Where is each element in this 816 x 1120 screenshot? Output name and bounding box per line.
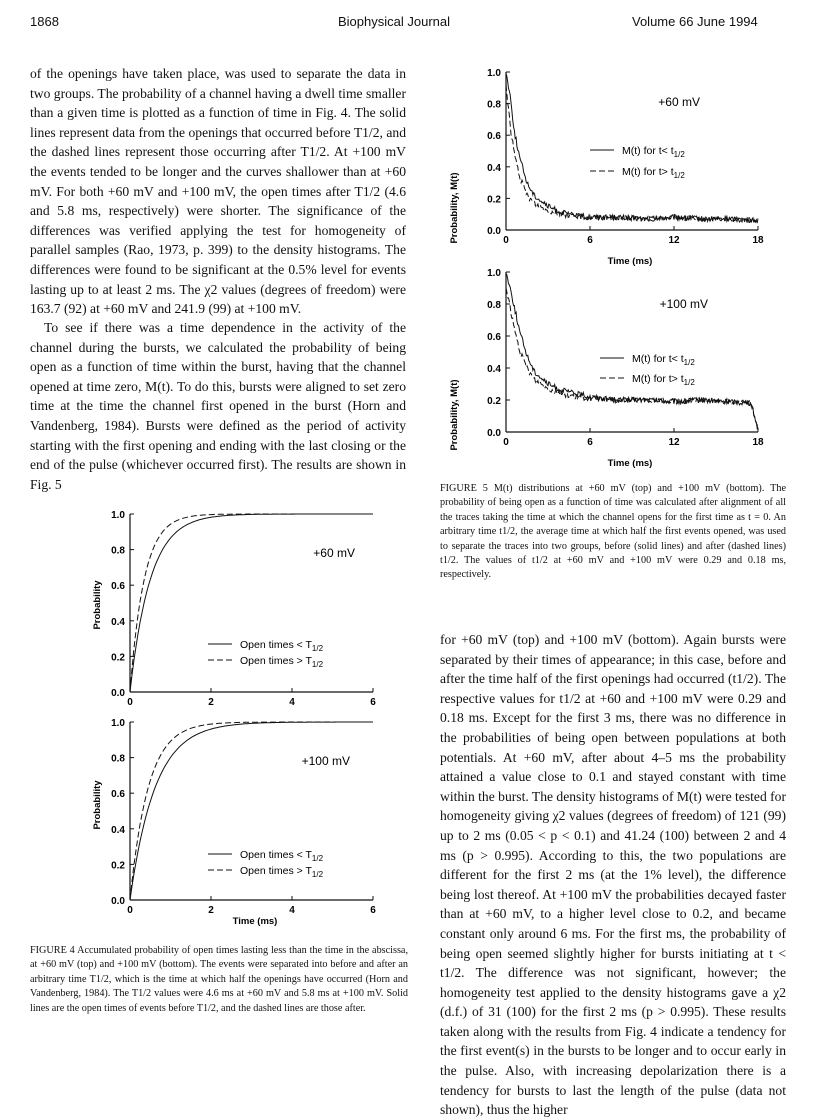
y-tick-label: 1.0 [487,268,501,279]
x-tick-label: 6 [370,697,376,708]
chart-title: +60 mV [658,95,700,109]
y-tick-label: 0.2 [487,194,501,206]
x-tick-label: 0 [127,697,133,708]
figure-4 [70,500,400,930]
volume-info: Volume 66 June 1994 [632,14,758,29]
y-tick-label: 0.0 [487,226,501,237]
x-tick-label: 6 [370,905,376,916]
y-tick-label: 0.2 [111,652,125,664]
y-tick-label: 0.2 [487,396,501,407]
x-tick-label: 0 [503,437,509,448]
fig5-bottom-chart [449,268,764,469]
legend-label: Open times > $T_{1/2}$ [240,655,324,669]
y-tick-label: 0.6 [111,789,125,801]
y-tick-label: 0.8 [111,545,125,557]
y-tick-label: 0.0 [487,428,501,439]
x-tick-label: 12 [668,235,680,246]
page-number: 1868 [30,14,59,29]
right-paragraph-1: for +60 mV (top) and +100 mV (bottom). Again bursts were separated by their times of appearance; in this case, before and after the time half of the first openings had occurred (t1/2). The respective values for t1/2 at +60 and +100 mV were 0.29 and 0.18 ms. Except for the first 3 ms, there was no difference in the probabilities of being open between populations at both potentials. At +60 mV, after about 4–5 ms the probability attained a value close to 0.1 and stayed constant with time within the burst. The density histograms of M(t) were tested for homogeneity giving χ2 values (degrees of freedom) of 121 (99) up to 2 ms (0.05 < p < 0.1) and 41.24 (100) between 2 and 4 ms (p > 0.995). According to this, the two populations are different for the first 2 ms (at the 1% level), the difference being lost thereof. At +100 mV the probabilities decayed faster than at +60 mV, to a higher level close to 0.2, and became constant only around 6 ms. For the first ms, the probability of being open seemed slightly higher for bursts initiating at t < t1/2. The difference was not significant, however; the homogeneity test applied to the density histograms gave a χ2 (d.f.) of 31 (100) for the first 2 ms (p > 0.995). These results taken along with the results from Fig. 4 indicate a tendency for the first event(s) in the bursts to be longer and to occur early in the pulse. Also, with increasing depolarization there is a tendency for bursts to last the length of the pulse (data not shown), thus the higher [440,632,786,1118]
y-tick-label: 1.0 [111,510,125,521]
y-axis-label: Probability, M(t) [449,379,460,451]
y-tick-label: 0.6 [487,332,501,343]
x-tick-label: 18 [752,235,764,246]
x-tick-label: 4 [289,697,295,708]
y-tick-label: 0.8 [111,753,125,765]
figure-5 [440,60,790,470]
plot-frame [506,272,758,432]
x-axis-label: Time (ms) [607,256,653,267]
x-tick-label: 0 [127,905,133,916]
left-paragraph-1: of the openings have taken place, was used to separate the data in two groups. The probability of a channel having a dwell time smaller than a given time is plotted as a function of time in Fig. 4. The solid lines represent data from the openings that occurred before T1/2, and the dashed lines represent those occurring after T1/2. At +100 mV the events tended to be longer and the curves shallower than at +60 mV. For both +60 mV and +100 mV, the open times after T1/2 (4.6 and 5.8 ms, respectively) were shorter. The significance of the differences was verified applying the test for homogeneity of parallel samples (Rao, 1973, p. 399) to the density histograms. The differences were found to be significant at the 0.5% level for events lasting up to at least 2 ms. The χ2 values (degrees of freedom) were 163.7 (92) at +60 mV and 241.9 (99) at +100 mV. [30,66,406,317]
x-tick-label: 12 [668,437,680,448]
x-tick-label: 6 [587,437,593,448]
figure-4-caption: FIGURE 4 Accumulated probability of open times lasting less than the time in the abscissa, at +60 mV (top) and +100 mV (bottom). The events were separated into before and after an arbitrary time T1/2, which is the time at which half the openings have occurred (Horn and Vandenberg, 1984). The T1/2 values were 4.6 ms at +60 mV and 5.8 ms at +100 mV. Solid lines are the open times of events before T1/2, and the dashed lines are those after. [30,945,408,1014]
x-tick-label: 6 [587,235,593,246]
chart-title: +60 mV [313,546,355,560]
y-tick-label: 0.4 [487,162,501,174]
legend-label: Open times < $T_{1/2}$ [240,849,324,863]
legend-label: M(t) for $t> t_{1/2}$ [622,166,685,180]
figure-5-caption: FIGURE 5 M(t) distributions at +60 mV (top) and +100 mV (bottom). The probability of being open as a function of time was calculated after alignment of all the traces taking the time at which the channel opens for the first time as t = 0. An arbitrary time t1/2, the average time at which half the first events opened, was used to separate the traces into two groups, before (solid lines) and after (dashed lines) t1/2. The values of t1/2 at +60 mV and +100 mV were 0.29 and 0.18 ms, respectively. [440,483,786,581]
chart-title: +100 mV [659,297,708,311]
legend-label: M(t) for $t< t_{1/2}$ [632,353,695,367]
series-line-1 [506,274,758,429]
y-tick-label: 0.6 [111,581,125,593]
y-tick-label: 0.4 [111,616,125,628]
y-tick-label: 1.0 [111,718,125,729]
y-tick-label: 0.2 [111,860,125,872]
y-tick-label: 0.4 [487,364,501,375]
fig4-bottom-chart [92,718,376,927]
x-tick-label: 4 [289,905,295,916]
y-tick-label: 0.8 [487,99,501,111]
y-axis-label: Probability [92,580,103,630]
legend-label: Open times < $T_{1/2}$ [240,639,324,653]
y-tick-label: 0.6 [487,131,501,143]
y-tick-label: 1.0 [487,68,501,79]
legend-label: M(t) for $t< t_{1/2}$ [622,145,685,159]
left-paragraph-2: To see if there was a time dependence in the activity of the channel during the bursts, we calculated the probability of being open as a function of time within the burst, having that the channel opened at time zero, M(t). To do this, bursts were aligned to set zero time at the time the channel first opened in the burst (Horn and Vandenberg, 1984). Bursts were defined as the period of activity starting with the first opening and ending with the last closing or the end of the pulse (whichever occurred first). The results are shown in Fig. 5 [30,320,406,492]
y-tick-label: 0.0 [111,688,125,699]
chart-title: +100 mV [301,754,350,768]
x-tick-label: 0 [503,235,509,246]
journal-title: Biophysical Journal [338,14,451,29]
x-axis-label: Time (ms) [232,916,278,927]
y-axis-label: Probability [92,780,103,830]
x-tick-label: 2 [208,905,214,916]
legend-label: M(t) for $t> t_{1/2}$ [632,373,695,387]
fig4-top-chart [92,510,376,708]
y-tick-label: 0.4 [111,824,125,836]
y-tick-label: 0.8 [487,300,501,311]
x-tick-label: 2 [208,697,214,708]
y-axis-label: Probability, M(t) [449,172,460,244]
x-axis-label: Time (ms) [607,458,653,469]
legend-label: Open times > $T_{1/2}$ [240,865,324,879]
fig5-top-chart [449,68,764,267]
y-tick-label: 0.0 [111,896,125,907]
x-tick-label: 18 [752,437,764,448]
